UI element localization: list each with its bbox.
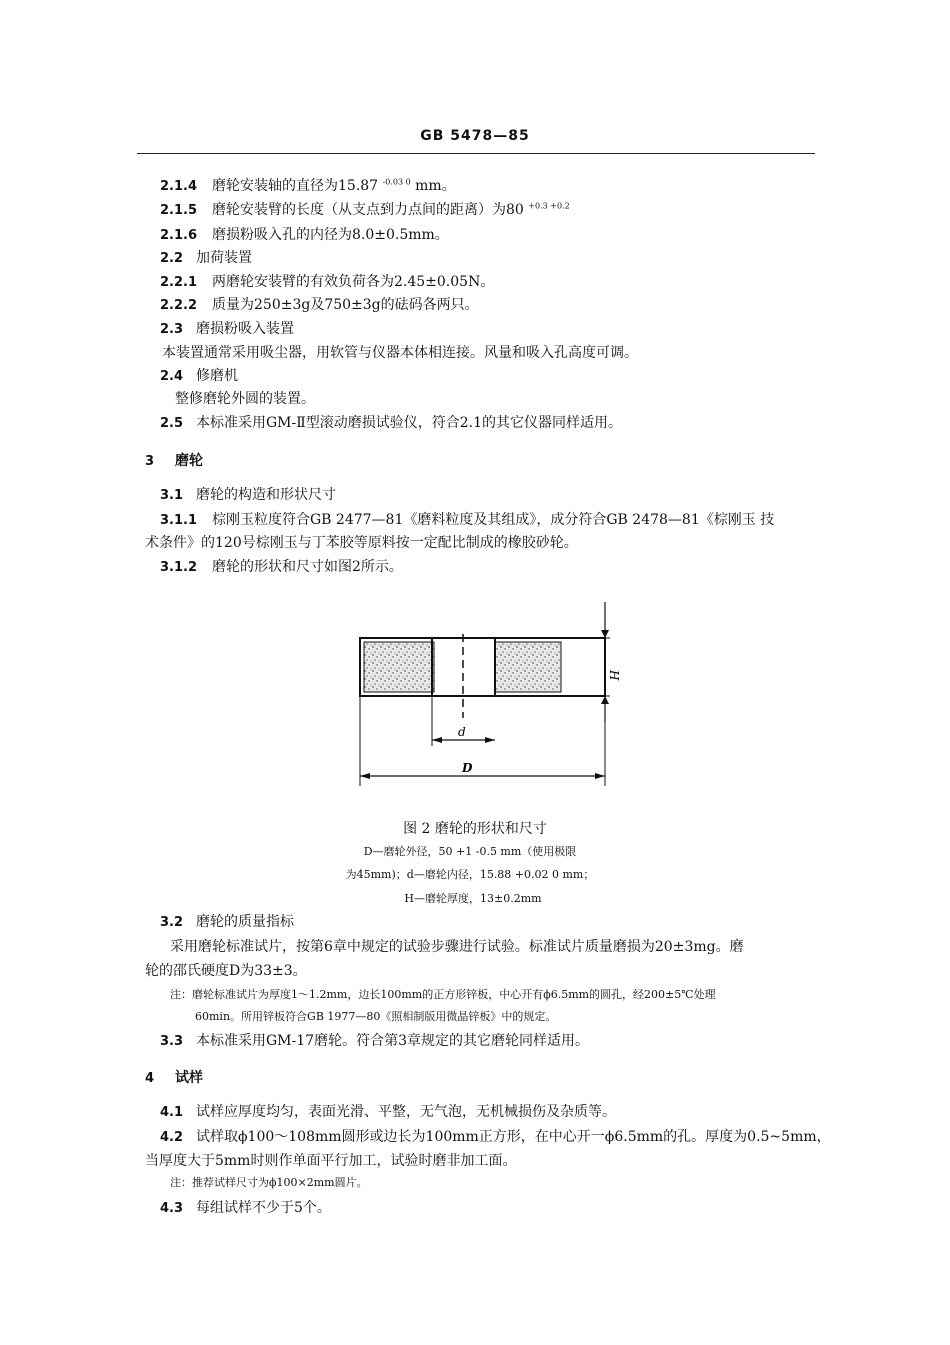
clause-3-1 bbox=[160, 485, 336, 506]
clause-2-1-6 bbox=[160, 225, 449, 246]
label-d: d bbox=[458, 725, 466, 739]
clause-number: 2.2.1 bbox=[160, 275, 198, 290]
clause-text: 试样取ϕ100～108mm圆形或边长为100mm正方形，在中心开一ϕ6.5mm的孔。厚度为0.5~5mm， bbox=[196, 1129, 831, 1145]
note-text: 注：磨轮标准试片为厚度1～1.2mm，边长100mm的正方形锌板，中心开有ϕ6.5mm的圆孔，经200±5℃处理 bbox=[170, 988, 716, 1001]
section-title: 磨轮 bbox=[175, 453, 203, 469]
paragraph-text: 整修磨轮外圆的装置。 bbox=[175, 391, 315, 407]
clause-2-4 bbox=[160, 366, 238, 387]
grit-right bbox=[495, 642, 561, 692]
clause-text: 磨损粉吸入孔的内径为8.0±0.5mm。 bbox=[212, 227, 449, 243]
clause-text: 质量为250±3g及750±3g的砝码各两只。 bbox=[212, 297, 479, 313]
paragraph-text: 本装置通常采用吸尘器，用软管与仪器本体相连接。风量和吸入孔高度可调。 bbox=[162, 345, 638, 361]
clause-number: 2.2 bbox=[160, 251, 184, 266]
clause-text: 试样应厚度均匀，表面光滑、平整，无气泡，无机械损伤及杂质等。 bbox=[196, 1104, 616, 1120]
clause-number: 2.2.2 bbox=[160, 298, 198, 313]
clause-2-1-4 bbox=[160, 176, 456, 197]
clause-number: 3.1.2 bbox=[160, 560, 198, 575]
header-rule bbox=[137, 153, 815, 154]
note-3-2-cont bbox=[195, 1007, 556, 1027]
clause-2-2-1 bbox=[160, 272, 494, 293]
clause-3-2-para bbox=[170, 937, 744, 957]
clause-text: 修磨机 bbox=[196, 368, 238, 384]
clause-text: 磨轮的构造和形状尺寸 bbox=[196, 487, 336, 503]
clause-2-1-5 bbox=[160, 200, 570, 221]
clause-text: 加荷装置 bbox=[196, 250, 252, 266]
clause-text: 两磨轮安装臂的有效负荷各为2.45±0.05N。 bbox=[212, 274, 495, 290]
clause-text: 当厚度大于5mm时则作单面平行加工，试验时磨非加工面。 bbox=[145, 1153, 517, 1169]
clause-3-1-2 bbox=[160, 557, 403, 578]
wheel-section bbox=[360, 634, 605, 718]
paragraph-text: 采用磨轮标准试片，按第6章中规定的试验步骤进行试验。标准试片质量磨损为20±3mg。磨 bbox=[170, 939, 744, 955]
clause-number: 2.1.5 bbox=[160, 203, 198, 218]
clause-3-2-para-cont bbox=[145, 961, 307, 981]
note-4-2 bbox=[170, 1173, 368, 1193]
section-number: 4 bbox=[145, 1071, 155, 1086]
clause-number: 4.3 bbox=[160, 1201, 184, 1216]
clause-4-2 bbox=[160, 1127, 831, 1148]
wheel-diagram bbox=[340, 590, 640, 800]
section-title: 试样 bbox=[175, 1070, 203, 1086]
section-number: 3 bbox=[145, 454, 155, 469]
clause-text: 磨轮安装臂的长度（从支点到力点间的距离）为80 bbox=[212, 202, 524, 218]
clause-3-3 bbox=[160, 1031, 589, 1052]
clause-3-1-1-cont bbox=[145, 533, 578, 553]
paragraph-text: 轮的邵氏硬度D为33±3。 bbox=[145, 963, 307, 979]
clause-2-3-text bbox=[162, 343, 638, 363]
clause-number: 2.3 bbox=[160, 322, 184, 337]
tolerance: +0.3 +0.2 bbox=[528, 201, 570, 211]
clause-2-2-2 bbox=[160, 295, 479, 316]
clause-text: 棕刚玉粒度符合GB 2477—81《磨料粒度及其组成》，成分符合GB 2478—81《棕刚玉 技 bbox=[212, 512, 775, 528]
clause-2-4-text bbox=[175, 389, 315, 409]
clause-2-2 bbox=[160, 248, 252, 269]
clause-number: 2.1.4 bbox=[160, 179, 198, 194]
clause-2-3 bbox=[160, 319, 294, 340]
clause-number: 2.5 bbox=[160, 416, 184, 431]
note-3-2 bbox=[170, 985, 716, 1005]
clause-unit: mm。 bbox=[410, 178, 456, 194]
clause-text: 磨轮的质量指标 bbox=[196, 914, 294, 930]
clause-number: 2.1.6 bbox=[160, 228, 198, 243]
clause-2-5 bbox=[160, 413, 622, 434]
grit-left bbox=[364, 642, 434, 692]
clause-text: 每组试样不少于5个。 bbox=[196, 1200, 331, 1216]
page-header: GB 5478—85 bbox=[420, 128, 530, 144]
figure-legend-2: 为45mm)；d—磨轮内径，15.88 +0.02 0 mm； bbox=[345, 868, 595, 881]
section-3-heading bbox=[145, 451, 203, 472]
clause-number: 4.2 bbox=[160, 1130, 184, 1145]
figure-legend-3: H—磨轮厚度，13±0.2mm bbox=[404, 892, 542, 905]
clause-3-2 bbox=[160, 912, 294, 933]
clause-number: 3.2 bbox=[160, 915, 184, 930]
clause-text: 本标准采用GM-17磨轮。符合第3章规定的其它磨轮同样适用。 bbox=[196, 1033, 589, 1049]
label-D: D bbox=[462, 761, 473, 775]
note-text: 注：推荐试样尺寸为ϕ100×2mm圆片。 bbox=[170, 1176, 368, 1189]
figure-legend-1: D—磨轮外径，50 +1 -0.5 mm（使用极限 bbox=[363, 845, 577, 858]
clause-number: 2.4 bbox=[160, 369, 184, 384]
clause-number: 3.3 bbox=[160, 1034, 184, 1049]
clause-text: 本标准采用GM-Ⅱ型滚动磨损试验仪，符合2.1的其它仪器同样适用。 bbox=[196, 415, 623, 431]
clause-text: 磨损粉吸入装置 bbox=[196, 321, 294, 337]
figure-caption: 图 2 磨轮的形状和尺寸 bbox=[403, 821, 547, 837]
clause-3-1-1 bbox=[160, 510, 774, 531]
tolerance: -0.03 0 bbox=[382, 177, 411, 187]
clause-text: 术条件》的120号棕刚玉与丁苯胶等原料按一定配比制成的橡胶砂轮。 bbox=[145, 535, 578, 551]
clause-4-2-cont bbox=[145, 1151, 516, 1171]
clause-text: 磨轮安装轴的直径为15.87 bbox=[212, 178, 379, 194]
clause-4-1 bbox=[160, 1102, 616, 1123]
clause-number: 3.1 bbox=[160, 488, 184, 503]
clause-number: 3.1.1 bbox=[160, 513, 198, 528]
clause-number: 4.1 bbox=[160, 1105, 184, 1120]
section-4-heading bbox=[145, 1068, 203, 1089]
clause-text: 磨轮的形状和尺寸如图2所示。 bbox=[212, 559, 403, 575]
label-H: H bbox=[607, 670, 621, 681]
note-text: 60min。所用锌板符合GB 1977—80《照相制版用微晶锌板》中的规定。 bbox=[195, 1010, 557, 1023]
outer-diameter-dimension bbox=[360, 696, 605, 786]
clause-4-3 bbox=[160, 1198, 331, 1219]
